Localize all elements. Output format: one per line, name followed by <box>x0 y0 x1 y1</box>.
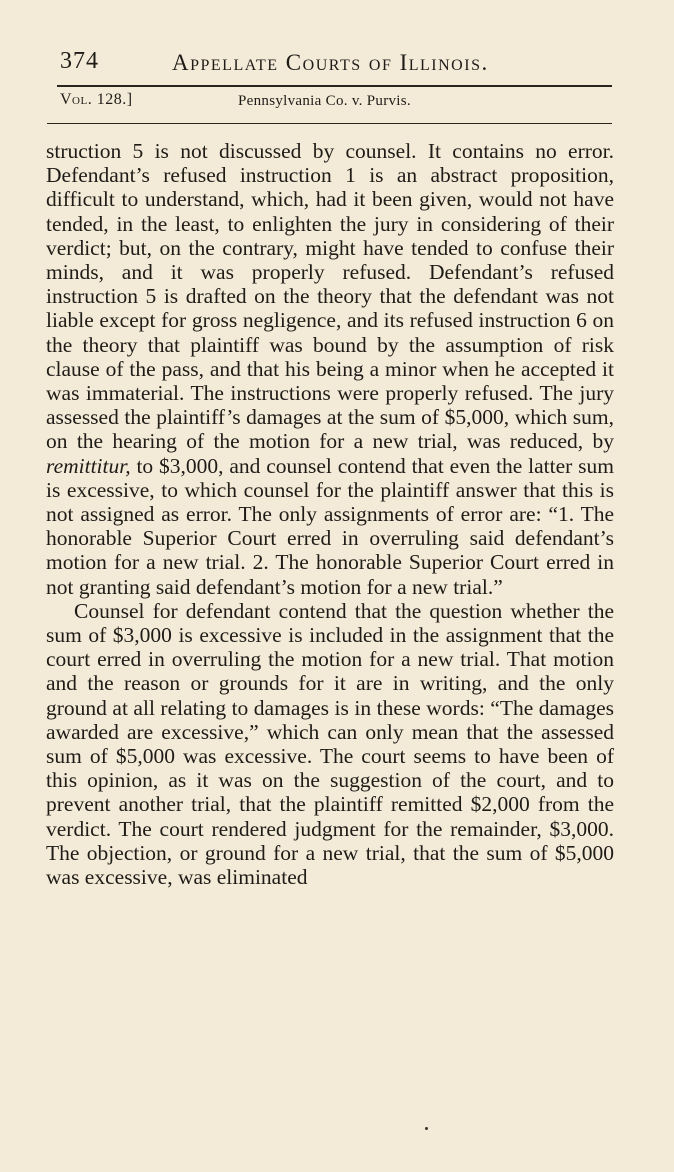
ink-speck <box>425 1127 428 1130</box>
page-number: 374 <box>60 48 99 74</box>
body-text <box>46 139 614 889</box>
paragraph-text: to $3,000, and counsel contend that even the latter sum is excessive, to which counsel for the plaintiff answer that this is not assigned as error. The only assignments of error are: “1. The honorable Superior Court erred in overruling said defendant’s motion for a new trial. 2. The honorable Superior Court erred in not granting said defendant’s motion for a new trial.” <box>46 453 614 599</box>
running-title: Appellate Courts of Illinois. <box>172 50 489 75</box>
sub-header-rule <box>47 123 612 124</box>
paragraph <box>46 139 614 599</box>
italic-term: remittitur, <box>46 453 131 478</box>
running-head <box>60 44 620 80</box>
header-rule <box>57 85 612 87</box>
sub-header <box>60 89 620 113</box>
paragraph-text: struction 5 is not discussed by counsel. It contains no error. Defendant’s refused instruction 1 is an abstract proposition, difficult to understand, which, had it been given, would not have tended, in the least, to enlighten the jury in considering of their verdict; but, on the contrary, might have tended to confuse their minds, and it was properly refused. Defendant’s refused instruction 5 is drafted on the theory that the defendant was not liable except for gross negligence, and its refused instruction 6 on the theory that plaintiff was bound by the assumption of risk clause of the pass, and that his being a minor when he accepted it was immaterial. The instructions were properly refused. The jury assessed the plaintiff’s damages at the sum of $5,000, which sum, on the hearing of the motion for a new trial, was reduced, by <box>46 139 614 454</box>
case-name: Pennsylvania Co. v. Purvis. <box>238 93 411 109</box>
volume-label: Vol. 128.] <box>60 91 133 108</box>
paragraph: Counsel for defendant contend that the question whether the sum of $3,000 is excessive is included in the assignment that the court erred in overruling the motion for a new trial. That motion and the reason or grounds for it are in writing, and the only ground at all relating to damages is in these words: “The damages awarded are excessive,” which can only mean that the assessed sum of $5,000 was excessive. The court seems to have been of this opinion, as it was on the suggestion of the court, and to prevent another trial, that the plaintiff remitted $2,000 from the verdict. The court rendered judgment for the remainder, $3,000. The objection, or ground for a new trial, that the sum of $5,000 was excessive, was eliminated <box>46 598 614 890</box>
